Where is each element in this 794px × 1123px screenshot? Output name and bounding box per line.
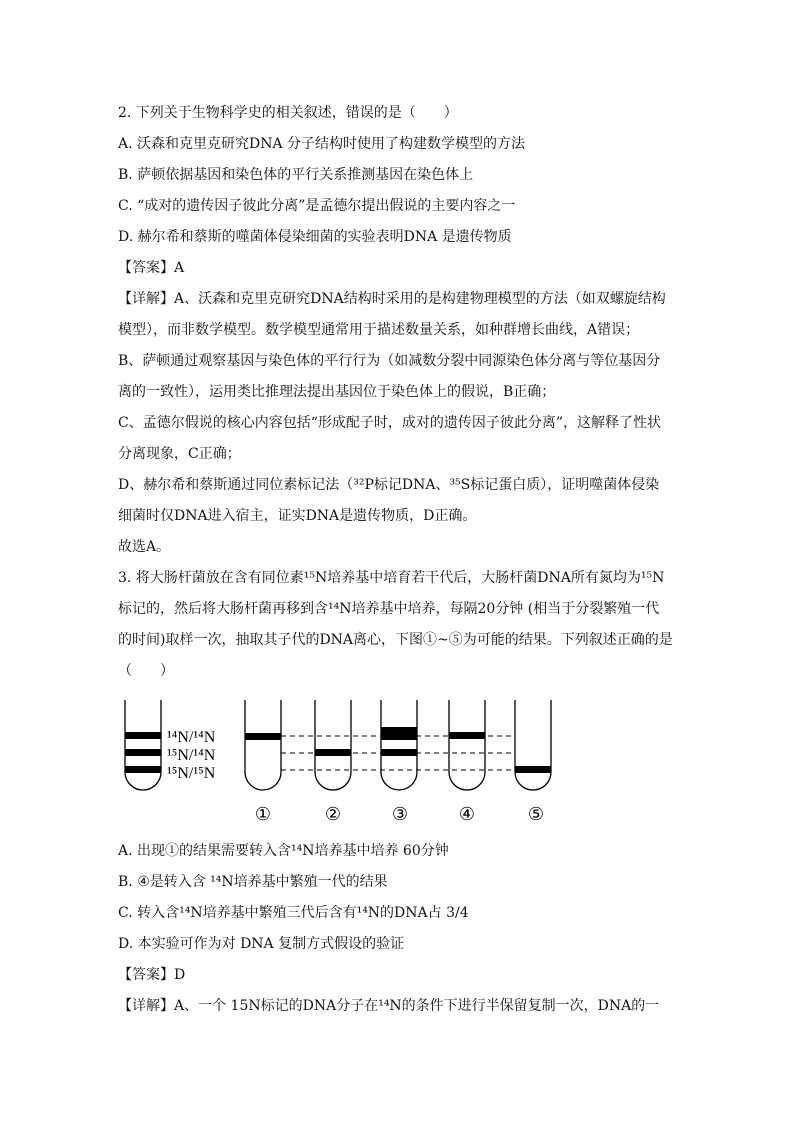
q2-conclusion: 故选A。 — [118, 539, 171, 555]
tube-3 — [381, 700, 417, 790]
q3-option-a: A. 出现①的结果需要转入含¹⁴N培养基中培养 60分钟 — [118, 843, 449, 859]
q2-answer: 【答案】A — [118, 260, 185, 276]
q2-analysis-line: 【详解】A、沃森和克里克研究DNA结构时采用的是构建物理模型的方法（如双螺旋结构 — [118, 291, 666, 307]
tube-3-band-middle — [381, 749, 417, 756]
tube-2 — [315, 700, 351, 790]
q2-analysis-line: D、赫尔希和蔡斯通过同位素标记法（³²P标记DNA、³⁵S标记蛋白质），证明噬菌体侵染 — [118, 477, 660, 493]
q2-analysis-line: 模型），而非数学模型。数学模型通常用于描述数量关系，如种群增长曲线，A错误； — [118, 322, 640, 338]
tube-4-band — [449, 732, 485, 739]
label-14n-14n: ¹⁴N/¹⁴N — [167, 729, 216, 746]
tube-label-2: ② — [324, 804, 342, 825]
q2-analysis-line: 细菌时仅DNA进入宿主，证实DNA是遗传物质，D正确。 — [118, 508, 477, 524]
tube-label-3: ③ — [391, 804, 409, 825]
band-14n-14n — [125, 732, 161, 739]
tube-2-band — [315, 749, 351, 756]
q3-stem-line: （ ） — [118, 663, 174, 679]
q2-option-d: D. 赫尔希和蔡斯的噬菌体侵染细菌的实验表明DNA 是遗传物质 — [118, 229, 512, 245]
tube-1 — [245, 700, 281, 790]
q3-analysis-line: 【详解】A、一个 15N标记的DNA分子在¹⁴N的条件下进行半保留复制一次，DNA的一 — [118, 998, 660, 1014]
q2-analysis-line: 离的一致性），运用类比推理法提出基因位于染色体上的假说，B正确； — [118, 384, 556, 400]
q2-stem: 2. 下列关于生物科学史的相关叙述，错误的是（ ） — [118, 105, 458, 121]
q3-option-b: B. ④是转入含 ¹⁴N培养基中繁殖一代的结果 — [118, 874, 388, 890]
q2-option-c: C. “成对的遗传因子彼此分离”是孟德尔提出假说的主要内容之一 — [118, 198, 516, 214]
q3-option-d: D. 本实验可作为对 DNA 复制方式假设的验证 — [118, 936, 405, 952]
band-15n-15n — [125, 766, 161, 773]
tube-5-band — [515, 766, 551, 773]
q3-stem-line: 的时间)取样一次，抽取其子代的DNA离心，下图①~⑤为可能的结果。下列叙述正确的是 — [118, 632, 673, 648]
q3-answer: 【答案】D — [118, 967, 186, 983]
tube-5 — [515, 700, 551, 790]
tube-label-1: ① — [254, 804, 272, 825]
tube-label-5: ⑤ — [527, 804, 545, 825]
tube-label-4: ④ — [458, 804, 476, 825]
q3-stem-line: 标记的，然后将大肠杆菌再移到含¹⁴N培养基中培养，每隔20分钟 (相当于分裂繁殖一代 — [118, 601, 660, 617]
q2-option-b: B. 萨顿依据基因和染色体的平行关系推测基因在染色体上 — [118, 167, 474, 183]
q2-analysis-line: C、孟德尔假说的核心内容包括“形成配子时，成对的遗传因子彼此分离”，这解释了性状 — [118, 415, 662, 431]
label-15n-14n: ¹⁵N/¹⁴N — [167, 747, 216, 764]
q2-analysis-line: B、萨顿通过观察基因与染色体的平行行为（如减数分裂中同源染色体分离与等位基因分 — [118, 353, 661, 369]
tube-3-band-upper — [381, 727, 417, 740]
q2-option-a: A. 沃森和克里克研究DNA 分子结构时使用了构建数学模型的方法 — [118, 136, 526, 152]
tube-4 — [449, 700, 485, 790]
label-15n-15n: ¹⁵N/¹⁵N — [167, 765, 216, 782]
centrifuge-tubes-figure — [118, 692, 558, 832]
reference-tube — [125, 700, 161, 790]
band-15n-14n — [125, 749, 161, 756]
q2-analysis-line: 分离现象，C正确； — [118, 446, 241, 462]
q3-stem-line: 3. 将大肠杆菌放在含有同位素¹⁵N培养基中培育若干代后，大肠杆菌DNA所有氮均为¹⁵N — [118, 570, 665, 586]
tube-1-band — [245, 733, 281, 740]
q3-option-c: C. 转入含¹⁴N培养基中繁殖三代后含有¹⁴N的DNA占 3/4 — [118, 905, 469, 921]
